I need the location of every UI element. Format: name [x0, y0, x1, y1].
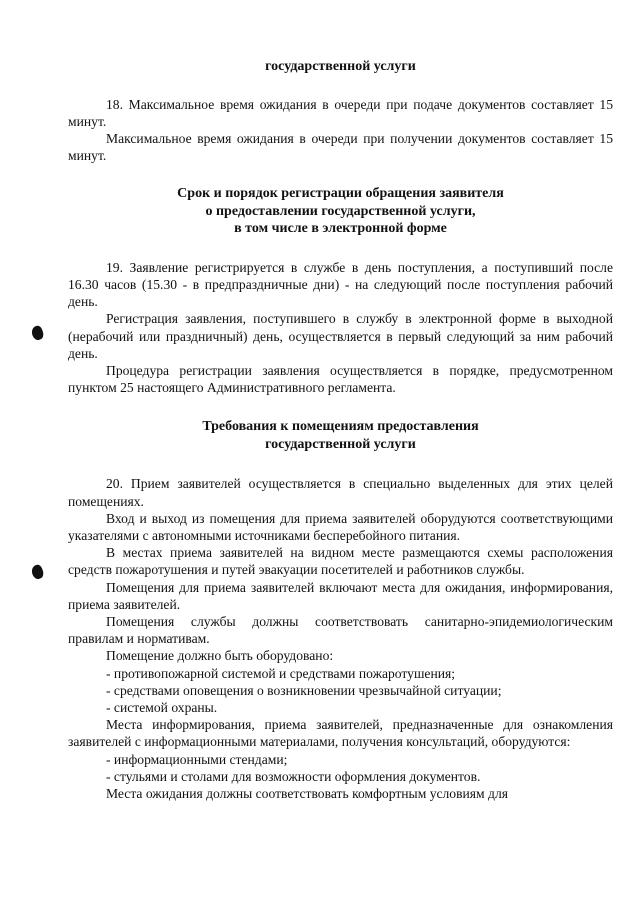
- paragraph-18-receive-wait: Максимальное время ожидания в очереди при получении документов составляет 15 минут.: [68, 130, 613, 164]
- section-heading-registration: [68, 185, 613, 238]
- paragraph-20-waiting-places: Места ожидания должны соответствовать комфортным условиям для: [106, 786, 509, 802]
- heading-line: Требования к помещениям предоставления: [202, 419, 479, 435]
- paragraph-20-fire-schemes: В местах приема заявителей на видном месте размещаются схемы расположения средств пожаротушения и путей эвакуации посетителей и работников службы.: [68, 545, 613, 578]
- list-item: - системой охраны.: [106, 700, 218, 716]
- heading-line: в том числе в электронной форме: [234, 221, 447, 237]
- paragraph-20-reception: 20. Прием заявителей осуществляется в специально выделенных для этих целей помещениях.: [68, 476, 613, 509]
- section-heading-premises: [68, 418, 613, 453]
- paragraph-20-rooms: Помещения для приема заявителей включают места для ожидания, информирования, приема заявителей.: [68, 579, 613, 612]
- paragraph-20-equipment: Помещение должно быть оборудовано:: [106, 648, 334, 664]
- heading-line: государственной услуги: [265, 436, 416, 452]
- section-heading-continued: государственной услуги: [265, 59, 416, 74]
- list-item: - информационными стендами;: [106, 751, 288, 767]
- list-item: - средствами оповещения о возникновении чрезвычайной ситуации;: [106, 682, 502, 698]
- document-page: [68, 58, 613, 802]
- paragraph-19-procedure: Процедура регистрации заявления осуществляется в порядке, предусмотренном пунктом 25 настоящего Административного регламента.: [68, 363, 613, 396]
- paragraph-20-sanitary: Помещения службы должны соответствовать санитарно-эпидемиологическим правилам и нормативам.: [68, 614, 613, 647]
- paragraph-20-entrance: Вход и выход из помещения для приема заявителей оборудуются соответствующими указателями с автономными источниками бесперебойного питания.: [68, 510, 613, 544]
- paragraph-19-registration: 19. Заявление регистрируется в службе в день поступления, а поступивший после 16.30 часов (15.30 - в предпраздничные дни) - на следующий после поступления рабочий день.: [68, 259, 613, 310]
- list-item: - противопожарной системой и средствами пожаротушения;: [106, 665, 456, 681]
- paragraph-19-electronic: Регистрация заявления, поступившего в службу в электронной форме в выходной (нерабочий или праздничный) день, осуществляется в первый следующий за ним рабочий день.: [68, 311, 613, 361]
- scan-artifact-mark: [30, 564, 45, 581]
- paragraph-18-submit-wait: 18. Максимальное время ожидания в очереди при подаче документов составляет 15 минут.: [68, 96, 613, 129]
- heading-line: о предоставлении государственной услуги,: [205, 203, 476, 219]
- scan-artifact-mark: [30, 325, 45, 342]
- paragraph-20-info-places: Места информирования, приема заявителей, предназначенные для ознакомления заявителей с информационными материалами, получения консультаций, оборудуются:: [68, 717, 613, 750]
- heading-line: Срок и порядок регистрации обращения заявителя: [177, 186, 504, 202]
- list-item: - стульями и столами для возможности оформления документов.: [106, 768, 481, 784]
